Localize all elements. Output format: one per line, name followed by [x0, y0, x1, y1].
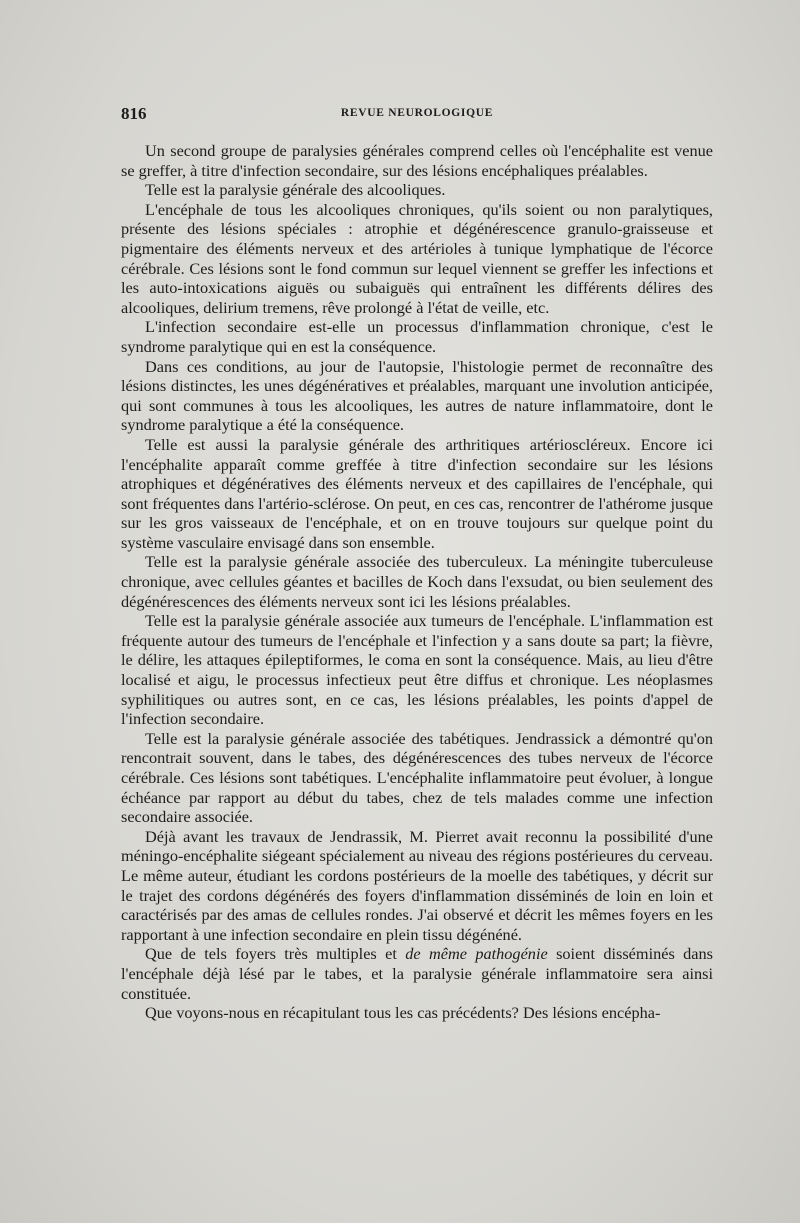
- page-header: [121, 104, 713, 126]
- paragraph-text: soient disséminés dans l'encéphale déjà lésé par le tabes, et la paralysie générale inflammatoire sera ainsi constituée.: [121, 944, 714, 1003]
- paragraph: Un second groupe de paralysies générales comprend celles où l'encéphalite est venue se greffer, à titre d'infection secondaire, sur des lésions encéphaliques préalables.: [121, 141, 713, 180]
- paragraph: [121, 944, 713, 1003]
- paragraph: Telle est la paralysie générale associée aux tumeurs de l'encéphale. L'inflammation est fréquente autour des tumeurs de l'encéphale et l'infection y a sans doute sa part; la fièvre, le délire, les attaques épileptiformes, le coma en sont la conséquence. Mais, au lieu d'être localisé et aigu, le processus infectieux peut être diffus et chronique. Les néoplasmes syphilitiques ou autres sont, en ce cas, les lésions préalables, les points d'appel de l'infection secondaire.: [121, 611, 713, 729]
- paragraph: L'encéphale de tous les alcooliques chroniques, qu'ils soient ou non paralytiques, présente des lésions spéciales : atrophie et dégénérescence granulo-graisseuse et pigmentaire des éléments nerveux et des artérioles à tunique lymphatique de l'écorce cérébrale. Ces lésions sont le fond commun sur lequel viennent se greffer les infections et les auto-intoxications aiguës ou subaiguës qui entraînent les différents délires des alcooliques, delirium tremens, rêve prolongé à l'état de veille, etc.: [121, 199, 713, 317]
- paragraph: Dans ces conditions, au jour de l'autopsie, l'histologie permet de reconnaître des lésions distinctes, les unes dégénératives et préalables, marquant une involution anticipée, qui sont communes à tous les alcooliques, les autres de nature inflammatoire, dont le syndrome paralytique a été la conséquence.: [121, 356, 713, 435]
- paragraph: Telle est la paralysie générale des alcooliques.: [145, 180, 446, 200]
- paragraph: L'infection secondaire est-elle un processus d'inflammation chronique, c'est le syndrome paralytique qui en est la conséquence.: [121, 317, 713, 356]
- body-text: [121, 141, 713, 1023]
- running-title: REVUE NEUROLOGIQUE: [340, 107, 494, 119]
- paragraph: Déjà avant les travaux de Jendrassik, M. Pierret avait reconnu la possibilité d'une méningo-encéphalite siégeant spécialement au niveau des régions postérieures du cerveau. Le même auteur, étudiant les cordons postérieurs de la moelle des tabétiques, y décrit sur le trajet des cordons dégénérés des foyers d'inflammation disséminés de loin en loin et caractérisés par des amas de cellules rondes. J'ai observé et décrit les mêmes foyers en les rapportant à une infection secondaire en plein tissu dégénéné.: [121, 826, 713, 944]
- paragraph: Que voyons-nous en récapitulant tous les cas précédents? Des lésions encépha-: [145, 1003, 661, 1023]
- emphasized-text: de même pathogénie: [405, 944, 548, 964]
- paragraph-text: Que de tels foyers très multiples et: [145, 944, 406, 964]
- paragraph: Telle est aussi la paralysie générale des arthritiques artérioscléreux. Encore ici l'encéphalite apparaît comme greffée à titre d'infection secondaire sur les lésions atrophiques et dégénératives des éléments nerveux et des capillaires de l'encéphale, qui sont fréquentes dans l'artério-sclérose. On peut, en ces cas, rencontrer de l'athérome jusque sur les gros vaisseaux de l'encéphale, et on en trouve toujours sur quelque point du système vasculaire envisagé dans son ensemble.: [121, 434, 713, 552]
- paragraph: Telle est la paralysie générale associée des tabétiques. Jendrassick a démontré qu'on rencontrait souvent, dans le tabes, des dégénérescences des tubes nerveux de l'écorce cérébrale. Ces lésions sont tabétiques. L'encéphalite inflammatoire peut évoluer, à longue échéance par rapport au début du tabes, chez de tels malades comme une infection secondaire associée.: [121, 728, 713, 827]
- paragraph: Telle est la paralysie générale associée des tuberculeux. La méningite tuberculeuse chronique, avec cellules géantes et bacilles de Koch dans l'exsudat, ou bien seulement des dégénérescences des éléments nerveux sont ici les lésions préalables.: [121, 552, 713, 611]
- page-number: 816: [121, 104, 147, 123]
